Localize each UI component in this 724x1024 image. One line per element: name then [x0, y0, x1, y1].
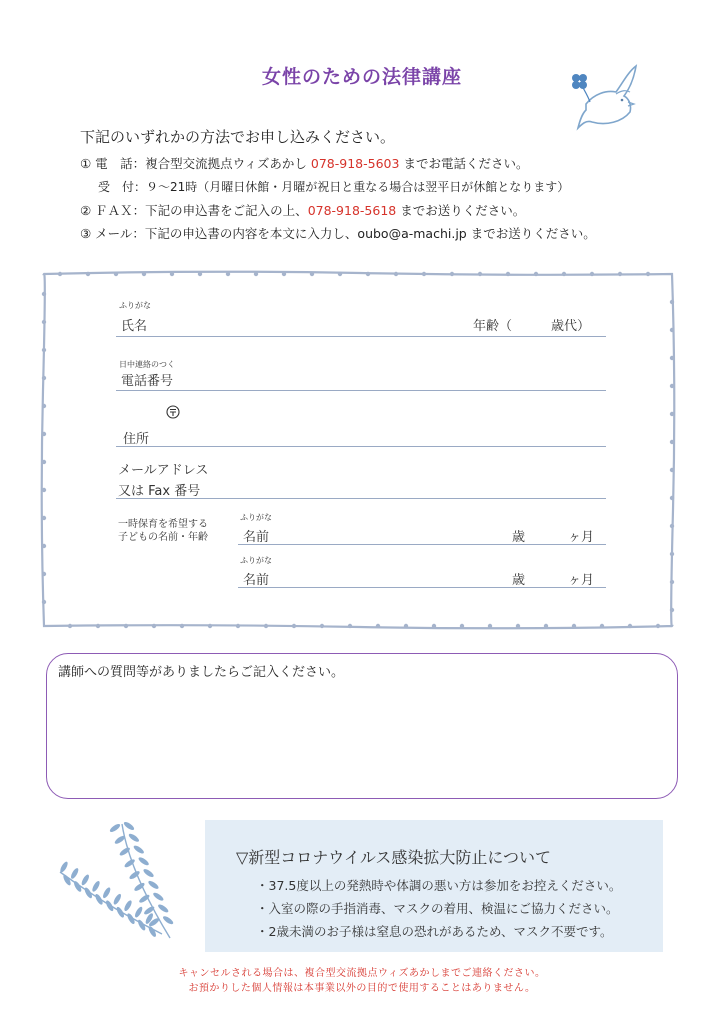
frame-dot: [282, 272, 286, 276]
leaf: [137, 856, 150, 867]
frame-dot: [646, 272, 650, 276]
address-field[interactable]: [116, 446, 606, 447]
frame-dot: [42, 292, 46, 296]
frame-dot: [670, 524, 674, 528]
frame-dot: [670, 328, 674, 332]
phone-prefix: ① 電 話：複合型交流拠点ウィズあかし: [80, 156, 311, 171]
covid-bullet: ・37.5度以上の発熱時や体調の悪い方は参加をお控えください。: [256, 878, 622, 893]
page-title: 女性のための法律講座: [261, 66, 462, 88]
child1-years-label: 歳: [512, 530, 526, 545]
fax-suffix: までお送りください。: [396, 203, 526, 218]
frame-dot: [348, 624, 352, 628]
frame-dot: [42, 460, 46, 464]
leaf: [114, 834, 127, 845]
covid-bullet: ・入室の際の手指消毒、マスクの着用、検温にご協力ください。: [256, 901, 619, 916]
frame-dot: [670, 608, 674, 612]
leaf: [94, 893, 104, 906]
frame-dot: [670, 412, 674, 416]
frame-dot: [42, 600, 46, 604]
frame-dot: [562, 272, 566, 276]
frame-dot: [226, 272, 230, 276]
frame-dot: [628, 624, 632, 628]
postal-mark-icon: [166, 404, 180, 418]
frame-dot: [432, 624, 436, 628]
frame-dot: [180, 624, 184, 628]
frame-dot: [86, 272, 90, 276]
method-fax: [80, 201, 525, 219]
intro-text: 下記のいずれかの方法でお申し込みください。: [80, 128, 396, 146]
frame-dot: [236, 624, 240, 628]
frame-dot: [254, 272, 258, 276]
furigana-label: ふりがな: [119, 301, 151, 310]
covid-title: ▽新型コロナウイルス感染拡大防止について: [236, 848, 552, 867]
frame-dot: [670, 356, 674, 360]
method-mail: ③ メール：下記の申込書の内容を本文に入力し、oubo@a-machi.jp までお送りください。: [80, 226, 596, 241]
age-label: 年齢（ 歳代）: [473, 319, 591, 334]
frame-dot: [590, 272, 594, 276]
child1-furigana: ふりがな: [240, 513, 272, 522]
frame-dot: [670, 440, 674, 444]
frame-dot: [450, 272, 454, 276]
name-label: 氏名: [121, 319, 148, 334]
child2-years-label: 歳: [512, 573, 526, 588]
address-label: 住所: [123, 432, 150, 447]
frame-dot: [42, 320, 46, 324]
leaf: [80, 873, 90, 886]
frame-dot: [310, 272, 314, 276]
child2-field[interactable]: [238, 587, 606, 588]
frame-dot: [320, 624, 324, 628]
leaf: [126, 912, 136, 925]
frame-dot: [488, 624, 492, 628]
daytime-note: 日中連絡のつく: [119, 360, 175, 369]
frame-dot: [516, 624, 520, 628]
leaf: [105, 899, 115, 912]
frame-dot: [338, 272, 342, 276]
frame-dot: [670, 552, 674, 556]
footer-privacy-note: お預かりした個人情報は本事業以外の目的で使用することはありません。: [188, 983, 536, 994]
email-label-2: 又は Fax 番号: [118, 484, 201, 499]
frame-dot: [366, 272, 370, 276]
frame-dot: [42, 348, 46, 352]
frame-dot: [618, 272, 622, 276]
child2-name-label: 名前: [243, 573, 270, 588]
frame-dot: [142, 272, 146, 276]
child2-furigana: ふりがな: [240, 556, 272, 565]
child2-months-label: ヶ月: [568, 573, 595, 588]
frame-dot: [264, 624, 268, 628]
frame-dot: [376, 624, 380, 628]
method-phone: [80, 154, 528, 172]
frame-dot: [394, 272, 398, 276]
leaf: [109, 823, 122, 834]
leaf: [123, 822, 136, 831]
covid-bullet: ・2歳未満のお子様は窒息の恐れがあるため、マスク不要です。: [256, 924, 613, 939]
leaf: [157, 903, 170, 914]
child-label-2: 子どもの名前・年齢: [118, 532, 208, 543]
frame-dot: [114, 272, 118, 276]
frame-dot: [670, 300, 674, 304]
frame-dot: [68, 624, 72, 628]
bird-with-clover-icon: [566, 64, 642, 132]
leaf: [128, 832, 141, 843]
frame-dot: [506, 272, 510, 276]
phone-label: 電話番号: [121, 374, 174, 389]
frame-dot: [292, 624, 296, 628]
frame-dot: [656, 624, 660, 628]
frame-dot: [42, 572, 46, 576]
frame-dot: [404, 624, 408, 628]
leaf: [162, 915, 175, 926]
phone-field[interactable]: [116, 390, 606, 391]
child1-name-label: 名前: [243, 530, 270, 545]
frame-dot: [198, 272, 202, 276]
leaf: [132, 844, 145, 855]
leaf-branch-icon: [58, 822, 178, 942]
frame-dot: [170, 272, 174, 276]
frame-dot: [460, 624, 464, 628]
child1-months-label: ヶ月: [568, 530, 595, 545]
frame-dot: [670, 384, 674, 388]
leaf: [152, 891, 165, 902]
frame-dot: [544, 624, 548, 628]
frame-dot: [670, 496, 674, 500]
footer-cancel-note: キャンセルされる場合は、複合型交流拠点ウィズあかしまでご連絡ください。: [178, 968, 546, 979]
frame-dot: [534, 272, 538, 276]
leaf: [70, 867, 80, 880]
frame-dot: [670, 468, 674, 472]
phone-number: 078-918-5603: [310, 156, 400, 171]
fax-number: 078-918-5618: [307, 203, 397, 218]
child-label-1: 一時保育を希望する: [118, 519, 208, 530]
leaf: [112, 893, 122, 906]
frame-dot: [670, 580, 674, 584]
email-label-1: メールアドレス: [118, 463, 209, 478]
fax-prefix: ② ＦＡＸ：下記の申込書をご記入の上、: [80, 203, 308, 218]
phone-suffix: までお電話ください。: [399, 156, 529, 171]
frame-dot: [42, 432, 46, 436]
frame-dot: [422, 272, 426, 276]
frame-dot: [42, 376, 46, 380]
frame-dot: [478, 272, 482, 276]
frame-dot: [152, 624, 156, 628]
frame-dot: [572, 624, 576, 628]
leaf: [91, 880, 101, 893]
reception-hours: 受 付：９～21時（月曜日休館・月曜が祝日と重なる場合は翌平日が休館となります）: [98, 180, 570, 194]
leaf: [147, 879, 160, 890]
leaf: [102, 886, 112, 899]
frame-dot: [42, 404, 46, 408]
question-prompt: 講師への質問等がありましたらご記入ください。: [58, 665, 345, 680]
frame-dot: [96, 624, 100, 628]
leaf: [134, 906, 144, 919]
leaf: [115, 906, 125, 919]
child1-field[interactable]: [238, 544, 606, 545]
frame-dot: [42, 544, 46, 548]
frame-dot: [208, 624, 212, 628]
email-field[interactable]: [116, 498, 606, 499]
frame-dot: [124, 624, 128, 628]
frame-dot: [42, 516, 46, 520]
leaf: [142, 868, 155, 879]
name-field[interactable]: [116, 336, 606, 337]
leaf: [123, 899, 133, 912]
frame-dot: [58, 272, 62, 276]
frame-dot: [42, 488, 46, 492]
frame-dot: [600, 624, 604, 628]
